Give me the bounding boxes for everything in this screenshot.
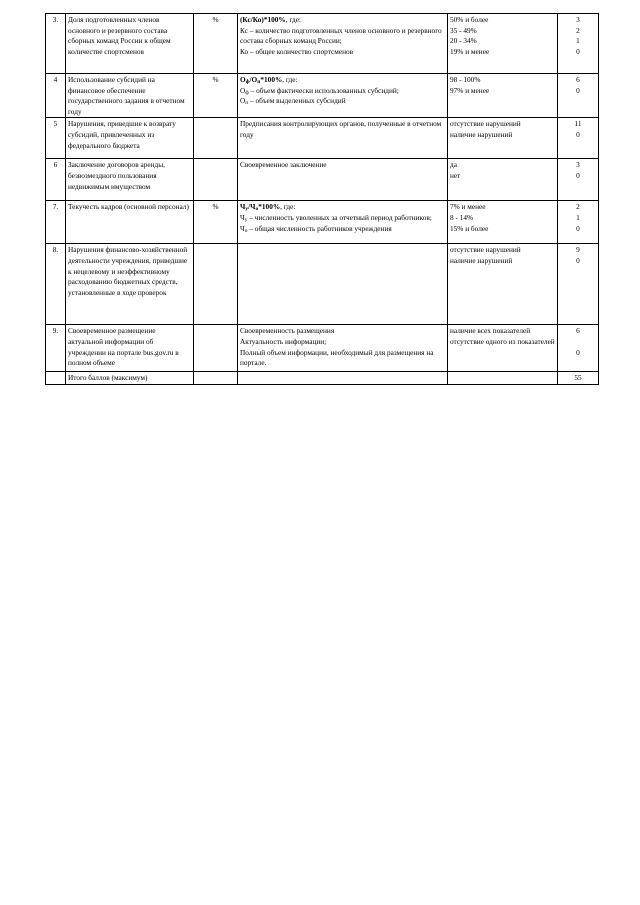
formula: $О_ф/О_п*100\%$, где: xyxy=(240,75,298,85)
calculation-cell xyxy=(238,372,448,385)
row-number: 7. xyxy=(46,201,66,244)
row-number xyxy=(46,372,66,385)
values-cell xyxy=(448,372,558,385)
unit-cell xyxy=(194,372,238,385)
indicator-name: Текучесть кадров (основной персонал) xyxy=(66,201,194,244)
calculation-cell: (Кс/Ко)*100%, где: Кс – количество подготовленных членов основного и резервного состава сборных команд России; Ко – общее количество спортсменов xyxy=(238,14,448,74)
values-cell: 50% и более 35 - 49% 20 - 34% 19% и менее xyxy=(448,14,558,74)
unit-cell: % xyxy=(194,14,238,74)
score-cell: 2 1 0 xyxy=(558,201,599,244)
score-cell: 3 0 xyxy=(558,159,599,201)
unit-cell xyxy=(194,118,238,159)
total-row xyxy=(46,372,599,385)
unit-cell: % xyxy=(194,201,238,244)
calculation-cell xyxy=(238,74,448,118)
row-number: 3. xyxy=(46,14,66,74)
values-cell: отсутствие нарушений наличие нарушений xyxy=(448,118,558,159)
formula-description: $Ч_о$ – общая численность работников учреждения xyxy=(240,223,392,234)
row-number: 8. xyxy=(46,244,66,325)
criteria-table xyxy=(45,13,599,385)
row-number: 4 xyxy=(46,74,66,118)
unit-cell xyxy=(194,325,238,372)
formula-description: $О_ф$ – объем фактически использованных субсидий; xyxy=(240,85,399,96)
indicator-name: Использование субсидий на финансовое обеспечение государственного задания в отчетном году xyxy=(66,74,194,118)
calculation-cell xyxy=(238,201,448,244)
score-cell: 6 0 xyxy=(558,325,599,372)
formula-description: Предписания контролирующих органов, полученные в отчетном году xyxy=(240,119,442,139)
table-row xyxy=(46,201,599,244)
table-row xyxy=(46,325,599,372)
table-row xyxy=(46,118,599,159)
values-cell: наличие всех показателей отсутствие одного из показателей xyxy=(448,325,558,372)
table-row xyxy=(46,244,599,325)
formula: $Ч_у/Ч_о*100\%$, где: xyxy=(240,202,296,213)
table-row xyxy=(46,14,599,74)
unit-cell: % xyxy=(194,74,238,118)
calculation-cell xyxy=(238,244,448,325)
formula-description: $О_п$ – объем выделенных субсидий xyxy=(240,96,346,107)
unit-cell xyxy=(194,244,238,325)
score-cell: 3 2 1 0 xyxy=(558,14,599,74)
total-label: Итого баллов (максимум) xyxy=(66,372,194,385)
calculation-cell xyxy=(238,118,448,159)
formula-description: Ко – общее количество спортсменов xyxy=(240,46,354,56)
calculation-cell xyxy=(238,325,448,372)
values-cell: 7% и менее 8 - 14% 15% и более xyxy=(448,201,558,244)
calculation-cell xyxy=(238,159,448,201)
score-cell: 9 0 xyxy=(558,244,599,325)
values-cell: да нет xyxy=(448,159,558,201)
indicator-name: Заключение договоров аренды, безвозмездного пользования недвижимым имуществом xyxy=(66,159,194,201)
unit-cell xyxy=(194,159,238,201)
indicator-name: Нарушения финансово-хозяйственной деятельности учреждения, приведшие к нецелевому и неэффективному расходованию бюджетных средств, установленные в ходе проверок xyxy=(66,244,194,325)
formula-description: Своевременное заключение xyxy=(240,160,327,170)
total-score: 55 xyxy=(558,372,599,385)
values-cell: отсутствие нарушений наличие нарушений xyxy=(448,244,558,325)
formula: (Кс/Ко)*100% xyxy=(240,15,286,24)
table-row xyxy=(46,159,599,201)
row-number: 9. xyxy=(46,325,66,372)
formula-description: Кс – количество подготовленных членов основного и резервного состава сборных команд России; xyxy=(240,25,442,46)
score-cell: 11 0 xyxy=(558,118,599,159)
indicator-name: Доля подготовленных членов основного и резервного состава сборных команд России к общем количестве спортсменов xyxy=(66,14,194,74)
score-cell: 6 0 xyxy=(558,74,599,118)
formula-description: Актуальность информации; xyxy=(240,336,327,346)
row-number: 5 xyxy=(46,118,66,159)
indicator-name: Своевременное размещение актуальной информации об учреждении на портале bus.gov.ru в полном объеме xyxy=(66,325,194,372)
row-number: 6 xyxy=(46,159,66,201)
formula-description: $Ч_у$ – численность уволенных за отчетный период работников; xyxy=(240,212,432,223)
table-row xyxy=(46,74,599,118)
indicator-name: Нарушения, приведшие к возврату субсидий, привлеченных из федерального бюджета xyxy=(66,118,194,159)
formula-description: Своевременность размещения xyxy=(240,326,335,336)
formula-description: Полный объем информации, необходимый для размещения на портале. xyxy=(240,347,434,368)
values-cell: 98 - 100% 97% и менее xyxy=(448,74,558,118)
